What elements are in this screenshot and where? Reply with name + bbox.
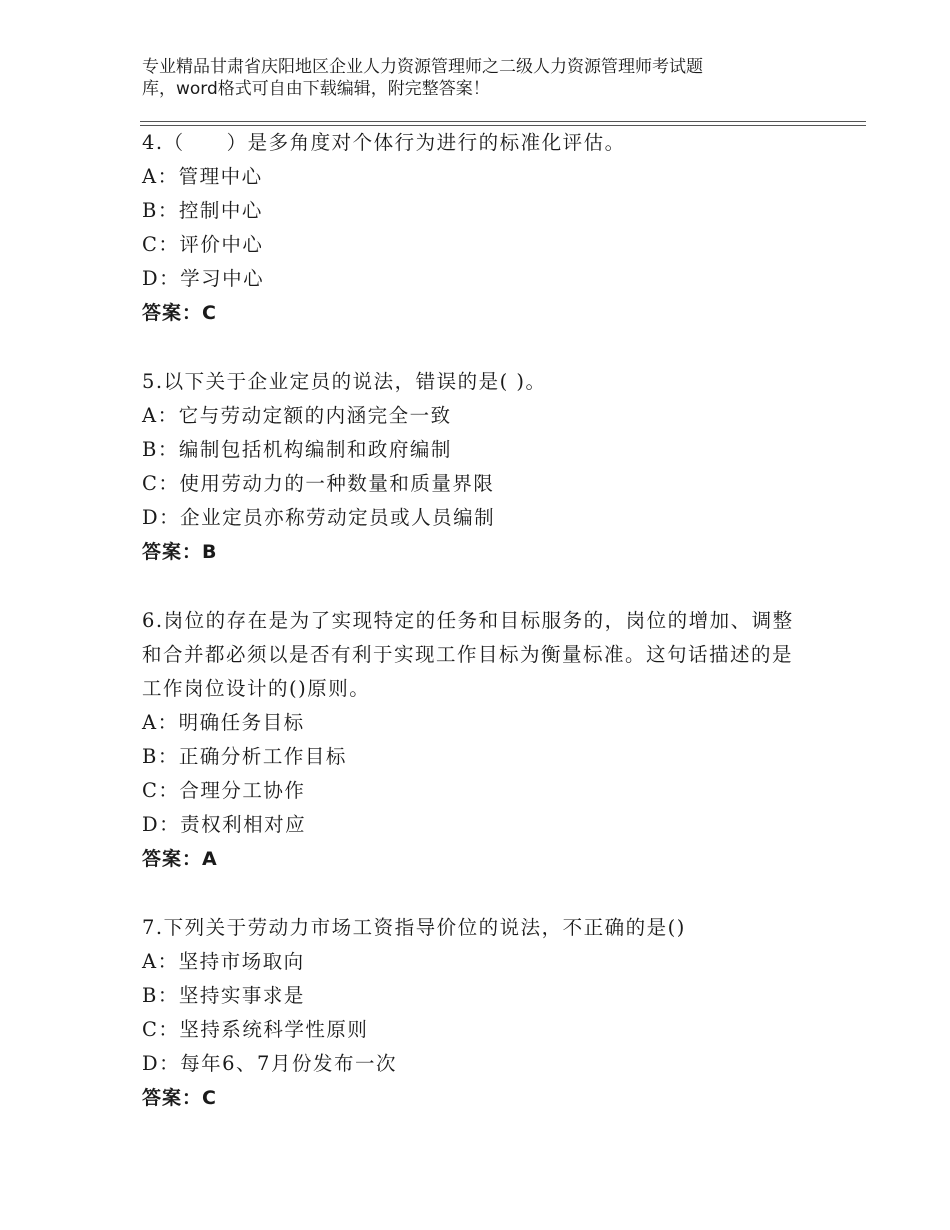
option-c: C：合理分工协作 <box>142 779 306 802</box>
option-a: A：坚持市场取向 <box>142 950 305 973</box>
option-b: B：正确分析工作目标 <box>142 745 347 768</box>
question-block <box>142 126 822 330</box>
answer-label: 答案：A <box>142 848 218 870</box>
answer-label: 答案：B <box>142 541 218 563</box>
header-line-1: 专业精品甘肃省庆阳地区企业人力资源管理师之二级人力资源管理师考试题 <box>142 57 703 77</box>
question-stem: 7.下列关于劳动力市场工资指导价位的说法，不正确的是() <box>142 916 686 939</box>
question-stem: 5.以下关于企业定员的说法，错误的是( )。 <box>142 370 547 393</box>
option-b: B：编制包括机构编制和政府编制 <box>142 438 452 461</box>
option-a: A：它与劳动定额的内涵完全一致 <box>142 404 452 427</box>
option-a: A：管理中心 <box>142 165 263 188</box>
question-block <box>142 911 822 1115</box>
option-b: B：坚持实事求是 <box>142 984 305 1007</box>
header-divider-top <box>140 121 866 122</box>
option-c: C：使用劳动力的一种数量和质量界限 <box>142 472 495 495</box>
option-d: D：每年6、7月份发布一次 <box>142 1052 397 1075</box>
question-stem: 4.（ ）是多角度对个体行为进行的标准化评估。 <box>142 131 626 154</box>
question-block <box>142 365 822 569</box>
option-d: D：责权利相对应 <box>142 813 307 836</box>
option-d: D：学习中心 <box>142 267 265 290</box>
question-stem: 6.岗位的存在是为了实现特定的任务和目标服务的，岗位的增加、调整和合并都必须以是否有利于实现工作目标为衡量标准。这句话描述的是工作岗位设计的()原则。 <box>142 609 794 700</box>
option-c: C：评价中心 <box>142 233 264 256</box>
option-a: A：明确任务目标 <box>142 711 305 734</box>
option-b: B：控制中心 <box>142 199 263 222</box>
answer-label: 答案：C <box>142 1087 217 1109</box>
document-header <box>142 56 782 100</box>
option-d: D：企业定员亦称劳动定员或人员编制 <box>142 506 496 529</box>
answer-label: 答案：C <box>142 302 217 324</box>
option-c: C：坚持系统科学性原则 <box>142 1018 369 1041</box>
question-block <box>142 604 822 876</box>
header-line-2: 库，word格式可自由下载编辑，附完整答案！ <box>142 79 490 99</box>
